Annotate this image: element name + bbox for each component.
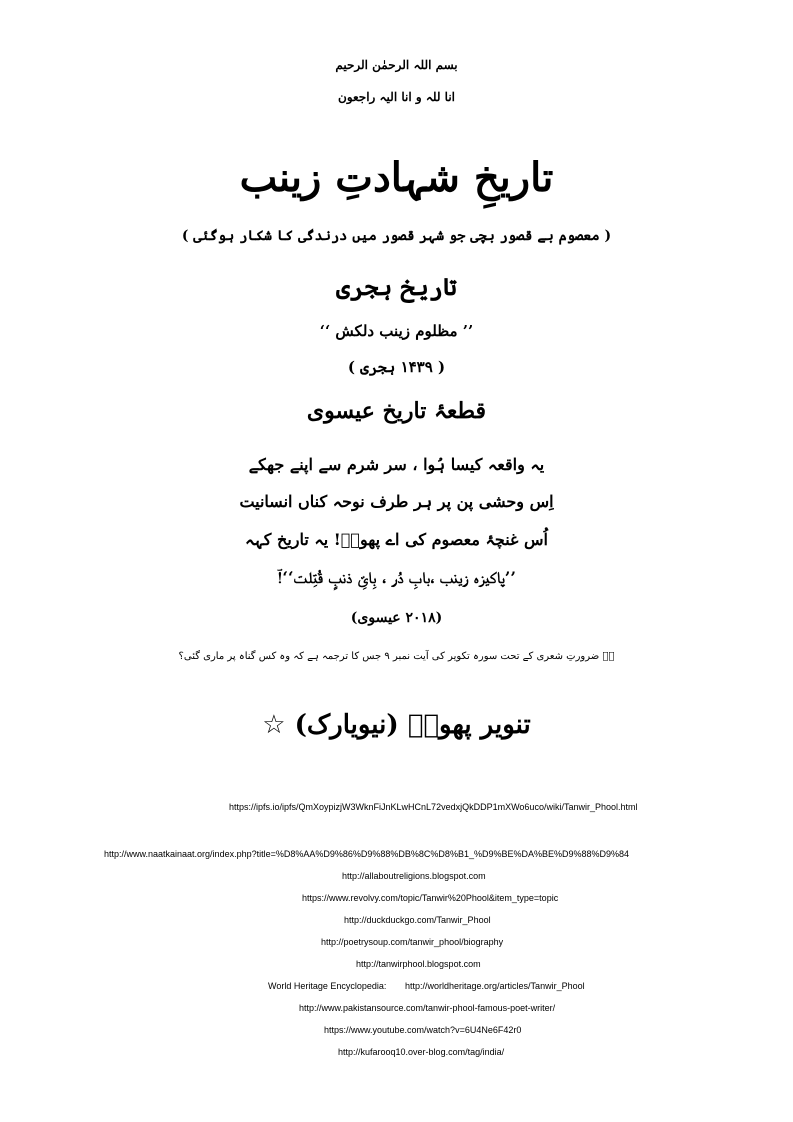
link-naatkainaat[interactable]: http://www.naatkainaat.org/index.php?title=%D8%AA%D9%86%D9%88%DB%8C%D8%B1_%D9%BE%DA%BE%D9%88%D9%84 bbox=[104, 849, 630, 859]
link-kufarooq[interactable]: http://kufarooq10.over-blog.com/tag/india/ bbox=[338, 1047, 505, 1057]
verse-line-1: یہ واقعہ کیسا ہُوا ، سر شرم سے اپنے جھکے bbox=[248, 455, 545, 474]
gregorian-heading: قطعۂ تاریخ عیسوی bbox=[306, 398, 487, 424]
gregorian-year: (۲۰۱۸ عیسوی) bbox=[350, 610, 443, 626]
bismillah-text: بسم اللہ الرحمٰن الرحیم bbox=[335, 58, 458, 72]
link-revolvy[interactable]: https://www.revolvy.com/topic/Tanwir%20Phool&item_type=topic bbox=[302, 893, 559, 903]
star-icon: ☆ bbox=[262, 710, 286, 740]
hijri-phrase: ’’ مظلوم زینب دلکش ‘‘ bbox=[319, 322, 474, 340]
hijri-year: ( ۱۴۳۹ ہجری ) bbox=[347, 358, 446, 376]
inna-lillah-text: انا للہ و انا الیہ راجعون bbox=[338, 90, 455, 104]
verse-line-3: اُس غنچۂ معصوم کی اے پھولؔ! یہ تاریخ کہہ bbox=[245, 530, 548, 549]
hijri-heading: تاریخ ہجری bbox=[336, 272, 457, 301]
worldheritage-label: World Heritage Encyclopedia: bbox=[268, 981, 387, 991]
signature bbox=[0, 710, 793, 740]
footnote: لؔ ضرورتِ شعری کے تحت سورہ تکویر کی آیت نمبر ۹ جس کا ترجمہ ہے کہ وہ کس گناہ پر ماری گئی؟ bbox=[178, 651, 615, 662]
link-tanwirphool-blog[interactable]: http://tanwirphool.blogspot.com bbox=[356, 959, 481, 969]
link-pakistansource[interactable]: http://www.pakistansource.com/tanwir-phool-famous-poet-writer/ bbox=[299, 1003, 556, 1013]
verse-line-4: ’’پاکیزہ زینب ،بابِ دُر ، بِایِّ ذنبٍ قُتِلت‘‘!ؔ bbox=[277, 568, 516, 587]
link-poetrysoup[interactable]: http://poetrysoup.com/tanwir_phool/biography bbox=[321, 937, 504, 947]
link-worldheritage[interactable]: http://worldheritage.org/articles/Tanwir_Phool bbox=[405, 981, 585, 991]
link-allaboutreligions[interactable]: http://allaboutreligions.blogspot.com bbox=[342, 871, 486, 881]
verse-line-2: اِس وحشی پن پر ہر طرف نوحہ کناں انسانیت bbox=[239, 492, 554, 511]
link-youtube[interactable]: https://www.youtube.com/watch?v=6U4Ne6F42r0 bbox=[324, 1025, 522, 1035]
link-duckduckgo[interactable]: http://duckduckgo.com/Tanwir_Phool bbox=[344, 915, 491, 925]
link-ipfs[interactable]: https://ipfs.io/ipfs/QmXoypizjW3WknFiJnKLwHCnL72vedxjQkDDP1mXWo6uco/wiki/Tanwir_Phool.html bbox=[229, 802, 638, 812]
page-title: تاریخِ شہادتِ زینب bbox=[239, 154, 554, 201]
subtitle: ( معصوم بے قصور بچی جو شہر قصور میں درندگی کا شکار ہوگئی ) bbox=[181, 228, 612, 244]
signature-name: تنویر پھولؔ (نیویارک) bbox=[294, 710, 531, 740]
